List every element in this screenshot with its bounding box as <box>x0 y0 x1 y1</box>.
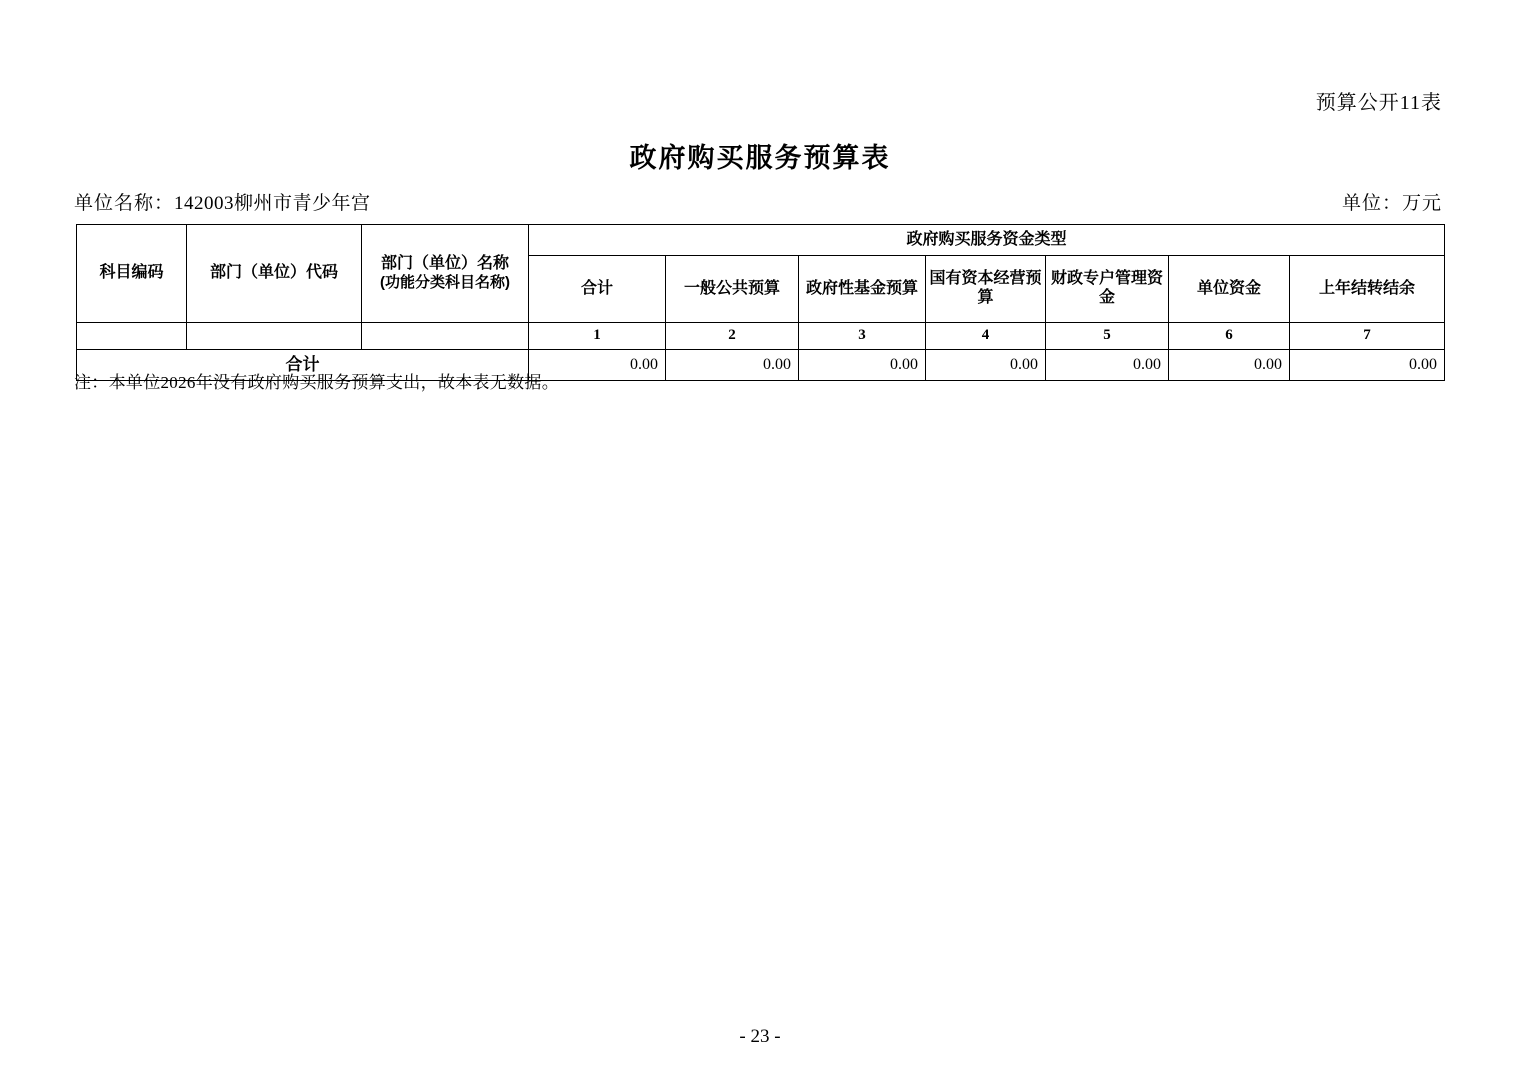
number-col-5: 5 <box>1046 323 1169 350</box>
form-code-label: 预算公开11表 <box>1315 92 1442 114</box>
total-row-label: 合计 <box>77 350 529 381</box>
number-col-dept-name <box>362 323 529 350</box>
number-col-4: 4 <box>926 323 1046 350</box>
header-dept-name <box>362 225 529 323</box>
unit-name-label: 单位名称： <box>74 193 175 214</box>
unit-name-line <box>74 188 371 215</box>
table-number-row <box>77 323 1445 350</box>
number-col-1: 1 <box>529 323 666 350</box>
header-fund-state-capital: 国有资本经营预算 <box>926 256 1046 323</box>
header-fund-total: 合计 <box>529 256 666 323</box>
number-col-2: 2 <box>666 323 799 350</box>
total-value-7: 0.00 <box>1290 350 1445 381</box>
header-dept-name-line2: (功能分类科目名称) <box>380 274 510 292</box>
number-col-dept-code <box>187 323 362 350</box>
header-fund-carryover: 上年结转结余 <box>1290 256 1445 323</box>
number-col-6: 6 <box>1169 323 1290 350</box>
header-fund-general-public: 一般公共预算 <box>666 256 799 323</box>
page-number: - 23 - <box>739 1026 781 1047</box>
table-header-row-group <box>77 225 1445 256</box>
total-value-5: 0.00 <box>1046 350 1169 381</box>
total-value-3: 0.00 <box>799 350 926 381</box>
total-value-4: 0.00 <box>926 350 1046 381</box>
page-title: 政府购买服务预算表 <box>629 143 891 173</box>
number-col-3: 3 <box>799 323 926 350</box>
total-value-6: 0.00 <box>1169 350 1290 381</box>
table-note: 注：本单位2026年没有政府购买服务预算支出，故本表无数据。 <box>74 373 559 392</box>
total-value-1: 0.00 <box>529 350 666 381</box>
header-dept-name-line1: 部门（单位）名称 <box>380 255 509 273</box>
header-dept-code: 部门（单位）代码 <box>187 225 362 323</box>
header-fund-gov-fund: 政府性基金预算 <box>799 256 926 323</box>
number-col-subject-code <box>77 323 187 350</box>
header-fund-type-group: 政府购买服务资金类型 <box>529 225 1445 256</box>
header-fund-special-account: 财政专户管理资金 <box>1046 256 1169 323</box>
header-fund-unit-funds: 单位资金 <box>1169 256 1290 323</box>
budget-table <box>76 224 1445 381</box>
unit-name-value: 142003柳州市青少年宫 <box>174 193 371 214</box>
header-subject-code: 科目编码 <box>77 225 187 323</box>
number-col-7: 7 <box>1290 323 1445 350</box>
total-value-2: 0.00 <box>666 350 799 381</box>
amount-unit-label: 单位：万元 <box>1341 193 1442 214</box>
